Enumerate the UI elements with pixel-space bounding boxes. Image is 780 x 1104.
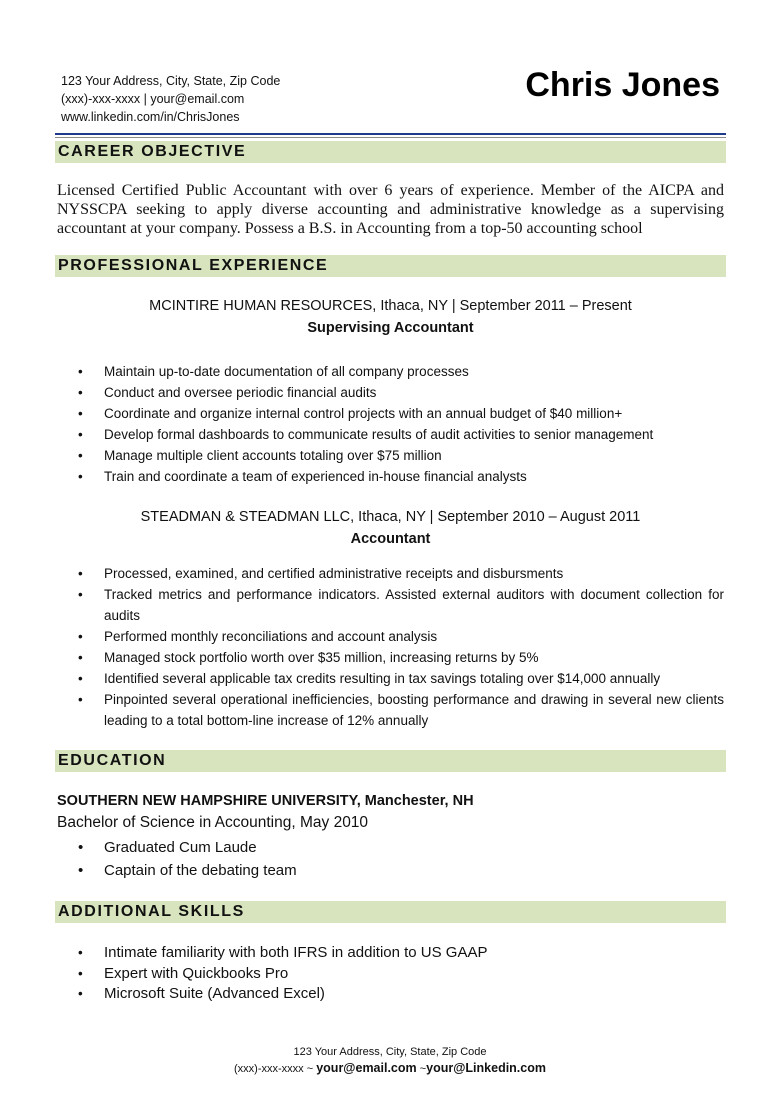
- job-bullets: [62, 563, 724, 731]
- header-rule: [55, 133, 726, 135]
- bullet-icon: •: [78, 671, 83, 686]
- bullet-icon: •: [78, 427, 83, 442]
- bullet-icon: •: [78, 469, 83, 484]
- list-item: • Captain of the debating team: [62, 859, 724, 882]
- header-rule-thin: [55, 137, 726, 138]
- list-item: • Conduct and oversee periodic financial audits: [62, 382, 724, 403]
- list-item: • Coordinate and organize internal control projects with an annual budget of $40 million+: [62, 403, 724, 424]
- job-heading: STEADMAN & STEADMAN LLC, Ithaca, NY | September 2010 – August 2011: [140, 509, 641, 525]
- list-item: • Managed stock portfolio worth over $35 million, increasing returns by 5%: [62, 647, 724, 668]
- list-item: • Tracked metrics and performance indicators. Assisted external auditors with document collection for audits: [62, 584, 724, 626]
- list-item: • Manage multiple client accounts totaling over $75 million: [62, 445, 724, 466]
- school-name: SOUTHERN NEW HAMPSHIRE UNIVERSITY, Manchester, NH: [57, 793, 474, 809]
- bullet-icon: •: [78, 862, 84, 879]
- section-professional-experience: PROFESSIONAL EXPERIENCE: [55, 255, 726, 277]
- list-item: • Graduated Cum Laude: [62, 836, 724, 859]
- degree: Bachelor of Science in Accounting, May 2010: [57, 814, 369, 831]
- list-item: • Train and coordinate a team of experienced in-house financial analysts: [62, 466, 724, 487]
- section-career-objective: CAREER OBJECTIVE: [55, 141, 726, 163]
- list-item: • Maintain up-to-date documentation of all company processes: [62, 361, 724, 382]
- education-bullets: [62, 836, 724, 882]
- bullet-icon: •: [78, 587, 83, 602]
- footer-phone: (xxx)-xxx-xxxx: [234, 1063, 304, 1075]
- bullet-icon: •: [78, 692, 83, 707]
- list-item: • Performed monthly reconciliations and account analysis: [62, 626, 724, 647]
- list-item: • Identified several applicable tax credits resulting in tax savings totaling over $14,000 annually: [62, 668, 724, 689]
- contact-block: [61, 72, 280, 126]
- bullet-icon: •: [78, 629, 83, 644]
- address: 123 Your Address, City, State, Zip Code: [61, 74, 281, 88]
- phone-email: (xxx)-xxx-xxxx | your@email.com: [61, 92, 245, 106]
- objective-text: Licensed Certified Public Accountant with over 6 years of experience. Member of the AICPA and NYSSCPA seeking to apply diverse accounting and administrative knowledge as a supervising accountant at your company. Possess a B.S. in Accounting from a top-50 accounting school: [57, 182, 724, 237]
- footer-linkedin[interactable]: your@Linkedin.com: [426, 1061, 546, 1075]
- footer-separator: ~: [419, 1063, 427, 1075]
- job-title: Accountant: [350, 531, 431, 547]
- bullet-icon: •: [78, 364, 83, 379]
- section-education: EDUCATION: [55, 750, 726, 772]
- bullet-icon: •: [78, 986, 83, 1001]
- skills-list: [62, 943, 724, 1005]
- list-item: • Develop formal dashboards to communicate results of audit activities to senior management: [62, 424, 724, 445]
- footer-separator: ~: [306, 1063, 314, 1075]
- section-additional-skills: ADDITIONAL SKILLS: [55, 901, 726, 923]
- footer-contact: [0, 1061, 780, 1075]
- job-title: Supervising Accountant: [307, 320, 474, 336]
- candidate-name: Chris Jones: [525, 66, 720, 104]
- bullet-icon: •: [78, 385, 83, 400]
- list-item: • Processed, examined, and certified administrative receipts and disbursments: [62, 563, 724, 584]
- bullet-icon: •: [78, 650, 83, 665]
- list-item: • Intimate familiarity with both IFRS in addition to US GAAP: [62, 943, 724, 964]
- bullet-icon: •: [78, 406, 83, 421]
- list-item: • Microsoft Suite (Advanced Excel): [62, 984, 724, 1005]
- list-item: • Pinpointed several operational inefficiencies, boosting performance and drawing in several new clients leading to a total bottom-line increase of 12% annually: [62, 689, 724, 731]
- bullet-icon: •: [78, 448, 83, 463]
- job-heading: MCINTIRE HUMAN RESOURCES, Ithaca, NY | September 2011 – Present: [149, 298, 632, 314]
- footer-email[interactable]: your@email.com: [316, 1061, 417, 1075]
- footer-address: 123 Your Address, City, State, Zip Code: [293, 1046, 487, 1058]
- bullet-icon: •: [78, 566, 83, 581]
- bullet-icon: •: [78, 945, 83, 960]
- list-item: • Expert with Quickbooks Pro: [62, 964, 724, 985]
- job-bullets: [62, 361, 724, 487]
- bullet-icon: •: [78, 965, 83, 981]
- bullet-icon: •: [78, 839, 84, 856]
- linkedin-url: www.linkedin.com/in/ChrisJones: [61, 110, 240, 124]
